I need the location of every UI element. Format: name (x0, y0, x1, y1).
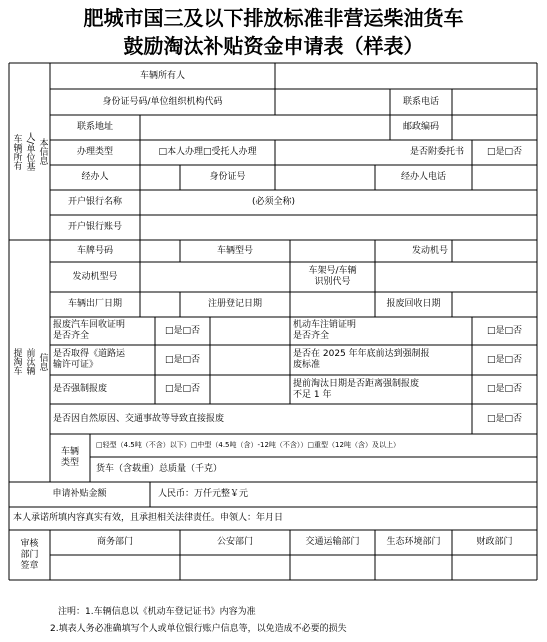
gross-weight-label: 货车（含载重）总质量（千克） (96, 464, 223, 474)
form-title-line2: 鼓励淘汰补贴资金申请表（样表） (123, 34, 424, 58)
ecology-dept-stamp[interactable] (375, 555, 452, 580)
manufacture-date-label: 车辆出厂日期 (67, 299, 122, 309)
postcode-label: 邮政编码 (402, 122, 439, 132)
proxy-doc-checkbox[interactable]: □是□否 (486, 147, 522, 157)
forced-scrap-checkbox[interactable]: □是□否 (164, 384, 200, 394)
agent-id-input[interactable] (275, 165, 375, 190)
dereg-cert-question: 机动车注销证明 是否齐全 (293, 320, 357, 341)
subsidy-amount-field[interactable]: 人民币：万仟元整￥元 (158, 489, 249, 499)
engine-model-input[interactable] (140, 262, 290, 292)
address-label: 联系地址 (76, 122, 113, 132)
handling-type-checkboxes[interactable]: □本人办理□受托人办理 (158, 147, 257, 157)
vehicle-type-label: 车辆 类型 (60, 447, 79, 468)
commerce-dept-header: 商务部门 (96, 537, 133, 547)
vin-label: 车架号/车辆 识别代号 (308, 266, 357, 287)
transport-dept-header: 交通运输部门 (305, 537, 360, 547)
registration-date-label: 注册登记日期 (207, 299, 262, 309)
plate-label: 车牌号码 (76, 245, 113, 256)
scrap-standard-2025-question: 是否在 2025 年年底前达到强制报 废标准 (293, 349, 430, 370)
bank-account-label: 开户银行账号 (67, 222, 122, 232)
owner-section-label-col3: 本信息 (37, 138, 48, 165)
scrap-cert-blank (210, 317, 290, 345)
commerce-dept-stamp[interactable] (50, 555, 180, 580)
scrap-standard-2025-checkbox[interactable]: □是□否 (486, 354, 522, 365)
early-elimination-question: 提前淘汰日期是否距离强制报废 不足 1 年 (293, 378, 420, 400)
public-security-dept-stamp[interactable] (180, 555, 290, 580)
footnote-1: 注明：1.车辆信息以《机动车登记证书》内容为准 (58, 607, 256, 617)
transport-permit-checkbox[interactable]: □是□否 (164, 354, 200, 365)
plate-input[interactable] (140, 240, 180, 262)
natural-cause-question: 是否因自然原因、交通事故等导致直接报废 (53, 413, 225, 424)
engine-number-input[interactable] (452, 240, 537, 262)
forced-scrap-question: 是否强制报废 (53, 384, 108, 394)
scrap-date-label: 报废回收日期 (386, 299, 441, 309)
handling-type-label: 办理类型 (76, 147, 113, 157)
postcode-input[interactable] (452, 115, 537, 140)
dereg-cert-checkbox[interactable]: □是□否 (486, 325, 522, 336)
vehicle-model-label: 车辆型号 (216, 245, 253, 256)
scrap-date-input[interactable] (452, 292, 537, 317)
vehicle-type-checkboxes[interactable]: □轻型（4.5吨（不含）以下）□中型（4.5吨（含）-12吨（不含））□重型（12吨（含）及以上） (96, 441, 400, 449)
manufacture-date-input[interactable] (140, 292, 180, 317)
subsidy-amount-label: 申请补贴金额 (52, 489, 107, 499)
agent-phone-input[interactable] (472, 165, 537, 190)
vehicle-section-label-col1: 提淘车 (11, 348, 22, 375)
footnote-2: 2.填表人务必准确填写个人或单位银行账户信息等，以免造成不必要的损失 (50, 624, 347, 634)
form-title-line1: 肥城市国三及以下排放标准非营运柴油货车 (83, 6, 464, 30)
owner-id-label: 身份证号码/单位组织机构代码 (102, 96, 223, 107)
scrap-cert-question: 报废汽车回收证明 是否齐全 (53, 320, 126, 341)
address-input[interactable] (140, 115, 390, 140)
vehicle-section-label-col2: 前汰辆 (24, 348, 35, 375)
owner-section-label-col2: 人/单位基 (24, 131, 35, 172)
owner-id-input[interactable] (275, 89, 390, 115)
proxy-doc-label: 是否附委托书 (409, 147, 464, 157)
natural-cause-checkbox[interactable]: □是□否 (486, 413, 522, 424)
bank-name-input[interactable]: (必须全称) (251, 197, 296, 207)
agent-id-label: 身份证号 (209, 172, 246, 182)
phone-label: 联系电话 (402, 96, 439, 107)
engine-model-label: 发动机型号 (72, 271, 118, 282)
transport-dept-stamp[interactable] (290, 555, 375, 580)
agent-label: 经办人 (81, 172, 109, 182)
bank-name-label: 开户银行名称 (67, 197, 122, 207)
applicant-pledge: 本人承诺所填内容真实有效，且承担相关法律责任。申领人：年月日 (13, 513, 284, 523)
engine-number-label: 发动机号 (411, 245, 448, 256)
finance-dept-header: 财政部门 (476, 537, 513, 547)
owner-input[interactable] (275, 63, 537, 89)
scrap-cert-checkbox[interactable]: □是□否 (164, 325, 200, 336)
agent-phone-label: 经办人电话 (400, 172, 446, 182)
early-elimination-checkbox[interactable]: □是□否 (486, 384, 522, 394)
vin-input[interactable] (375, 262, 537, 292)
ecology-dept-header: 生态环境部门 (386, 537, 441, 547)
owner-label: 车辆所有人 (139, 70, 185, 81)
public-security-dept-header: 公安部门 (216, 537, 253, 547)
vehicle-model-input[interactable] (290, 240, 375, 262)
phone-input[interactable] (452, 89, 537, 115)
transport-permit-question: 是否取得《道路运 输许可证》 (53, 349, 126, 370)
agent-input[interactable] (140, 165, 180, 190)
finance-dept-stamp[interactable] (452, 555, 537, 580)
vehicle-section-label-col3: 信息 (37, 352, 48, 371)
review-dept-label: 审核 部门 签章 (20, 538, 39, 571)
bank-account-input[interactable] (140, 215, 537, 240)
owner-section-label-col1: 车辆所有 (11, 133, 22, 170)
registration-date-input[interactable] (290, 292, 375, 317)
